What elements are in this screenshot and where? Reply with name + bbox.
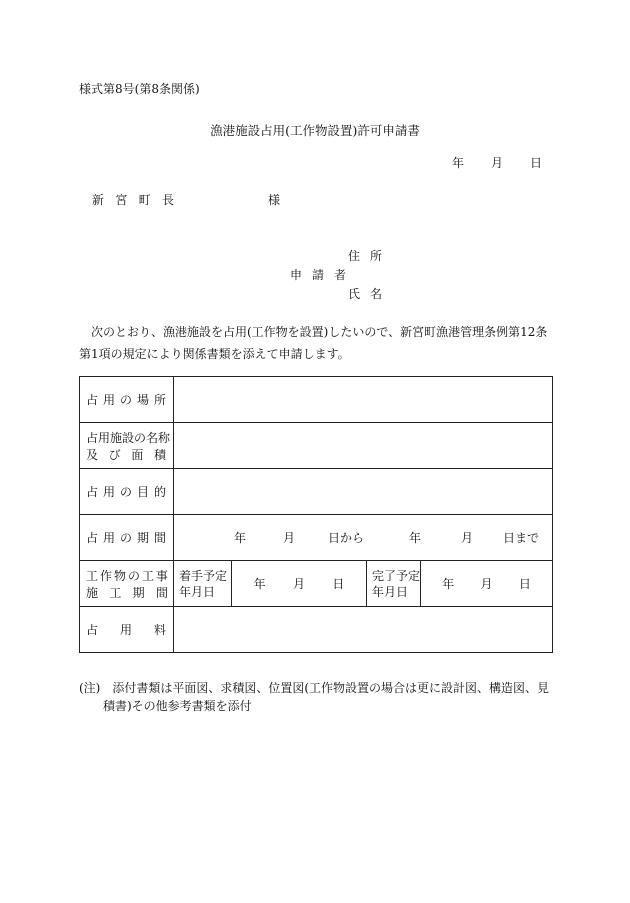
label-char: 占 <box>86 623 99 637</box>
construction-label <box>80 561 174 607</box>
recipient-char: 新 <box>92 193 105 207</box>
label-char: 用 <box>102 485 115 499</box>
facility-field[interactable] <box>174 423 553 469</box>
address-label <box>348 249 382 263</box>
label-char: 期 <box>132 585 145 600</box>
label-char: の <box>119 485 132 499</box>
facility-label <box>80 423 174 469</box>
table-row-facility <box>80 423 553 469</box>
label-char: 物 <box>113 568 126 583</box>
label-char: の <box>119 393 132 407</box>
fee-field[interactable] <box>174 607 553 653</box>
label-char: 用 <box>119 623 132 637</box>
period-end-year: 年 <box>409 531 422 545</box>
date-month: 月 <box>490 156 503 170</box>
table-row-period <box>80 515 553 561</box>
recipient-line <box>92 193 280 207</box>
start-date-label <box>174 561 232 607</box>
label-char: 間 <box>153 531 166 545</box>
applicant-char: 者 <box>333 268 346 282</box>
start-day: 日 <box>332 577 345 591</box>
document-title: 漁港施設占用(工作物設置)許可申請書 <box>210 123 420 138</box>
label-char: 施 <box>86 585 99 600</box>
start-month: 月 <box>292 577 305 591</box>
label-char: 工 <box>86 568 99 583</box>
label-char: 占 <box>86 393 99 407</box>
label-char: の <box>119 531 132 545</box>
label-char: 期 <box>136 531 149 545</box>
complete-label-line1: 完了予定 <box>372 568 421 583</box>
fee-label <box>80 607 174 653</box>
period-field[interactable] <box>174 515 553 561</box>
label-char: 的 <box>153 485 166 499</box>
address-char: 住 <box>348 249 361 263</box>
label-char: 面 <box>131 447 144 462</box>
start-label-line2: 年月日 <box>179 584 216 599</box>
application-form-table <box>79 376 553 653</box>
period-end-month: 月 <box>461 531 474 545</box>
name-char: 名 <box>369 287 382 301</box>
period-start-year: 年 <box>234 531 247 545</box>
start-label-line1: 着手予定 <box>179 568 228 583</box>
recipient-char: 町 <box>138 193 151 207</box>
form-number: 様式第8号(第8条関係) <box>79 82 200 96</box>
note-line1: (注) 添付書類は平面図、求積図、位置図(工作物設置の場合は更に設計図、構造図、見 <box>79 681 550 695</box>
label-char: 所 <box>153 393 166 407</box>
label-char: 及 <box>86 447 99 462</box>
recipient-name <box>92 193 174 207</box>
location-field[interactable] <box>174 377 553 423</box>
table-row-purpose <box>80 469 553 515</box>
period-start-month: 月 <box>283 531 296 545</box>
label-char: 事 <box>155 568 168 583</box>
label-char: 用 <box>102 531 115 545</box>
purpose-label <box>80 469 174 515</box>
label-char: 間 <box>155 585 168 600</box>
date-year: 年 <box>452 156 465 170</box>
complete-year: 年 <box>442 577 455 591</box>
label-char: 工 <box>109 585 122 600</box>
label-char: 積 <box>153 447 166 462</box>
date-line <box>452 156 542 170</box>
name-label <box>348 287 382 301</box>
label-char: び <box>108 447 121 462</box>
complete-label-line2: 年月日 <box>372 584 409 599</box>
recipient-honorific: 様 <box>267 193 280 207</box>
label-char: 工 <box>141 568 154 583</box>
label-char: 料 <box>153 623 166 637</box>
table-row-fee <box>80 607 553 653</box>
period-end-day: 日まで <box>503 531 540 545</box>
note <box>79 679 559 715</box>
completion-date-label <box>367 561 421 607</box>
label-char: 用 <box>102 393 115 407</box>
applicant-char: 申 <box>290 268 303 282</box>
recipient-char: 長 <box>161 193 174 207</box>
period-start-day: 日から <box>328 531 365 545</box>
table-row-construction <box>80 561 553 607</box>
note-line2: 積書)その他参考書類を添付 <box>103 699 252 713</box>
recipient-char: 宮 <box>115 193 128 207</box>
label-char: 場 <box>136 393 149 407</box>
complete-month: 月 <box>480 577 493 591</box>
complete-day: 日 <box>518 577 531 591</box>
application-statement: 次のとおり、漁港施設を占用(工作物を設置)したいので、新宮町漁港管理条例第12条第1項の規定により関係書類を添えて申請します。 <box>79 325 548 361</box>
label-char: 占 <box>86 485 99 499</box>
period-label <box>80 515 174 561</box>
purpose-field[interactable] <box>174 469 553 515</box>
applicant-char: 請 <box>311 268 324 282</box>
applicant-label <box>290 268 346 282</box>
location-label <box>80 377 174 423</box>
start-date-field[interactable] <box>232 561 367 607</box>
date-day: 日 <box>529 156 542 170</box>
facility-label-line1: 占用施設の名称 <box>86 430 171 445</box>
table-row-location <box>80 377 553 423</box>
label-char: 占 <box>86 531 99 545</box>
label-char: 作 <box>99 568 112 583</box>
address-char: 所 <box>369 249 382 263</box>
label-char: の <box>127 568 140 583</box>
completion-date-field[interactable] <box>421 561 553 607</box>
name-char: 氏 <box>348 287 361 301</box>
start-year: 年 <box>253 577 266 591</box>
label-char: 目 <box>136 485 149 499</box>
